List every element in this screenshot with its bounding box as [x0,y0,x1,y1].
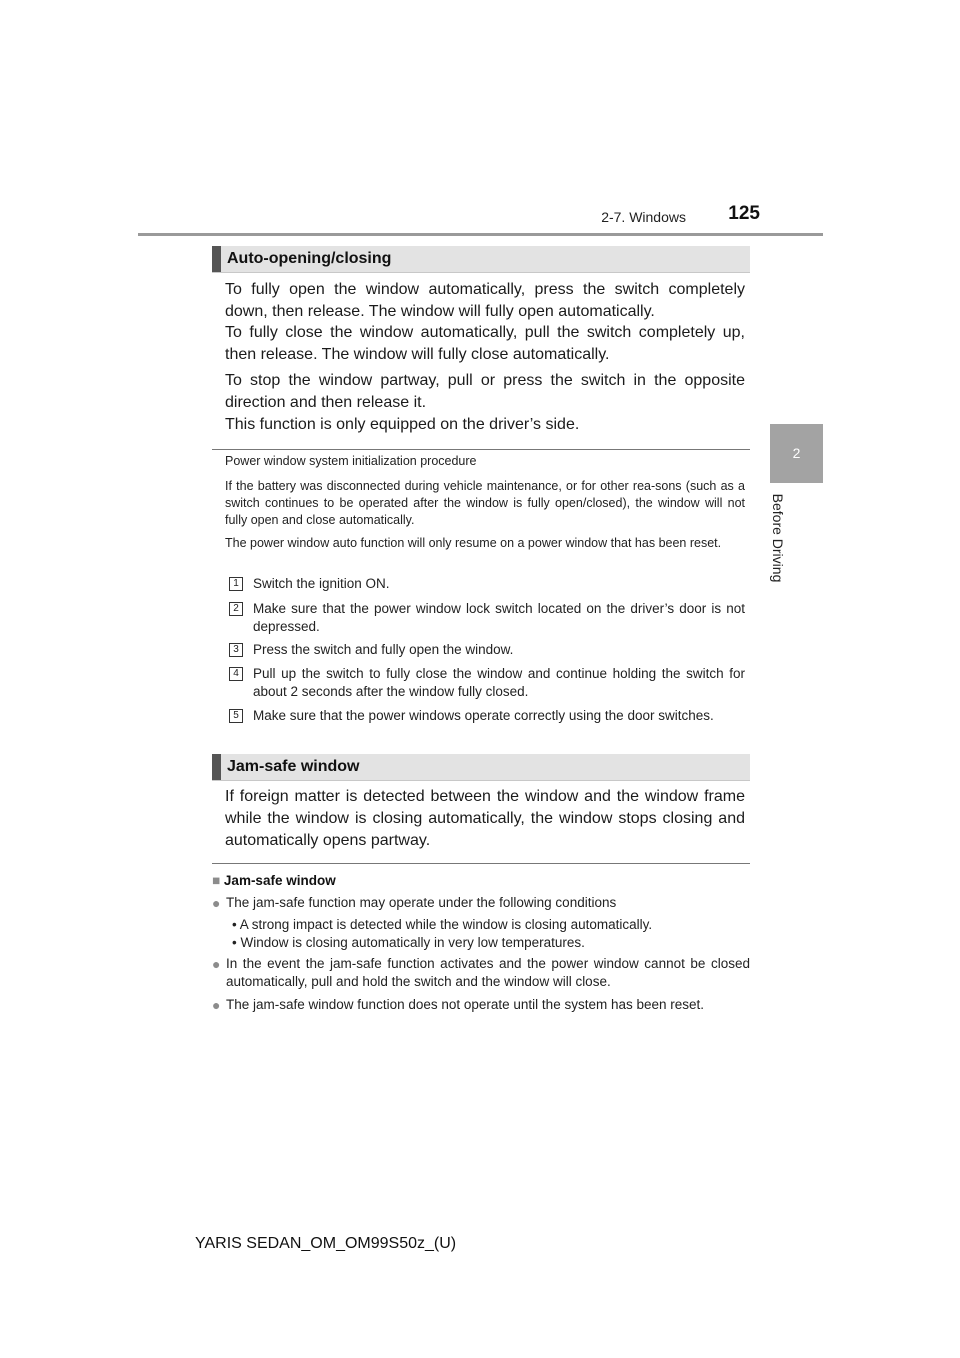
init-paragraph-resume: The power window auto function will only resume on a power window that has been reset. [225,536,722,550]
page-number: 125 [728,203,760,224]
step-text: Make sure that the power windows operate correctly using the door switches. [253,708,714,723]
step-text: Pull up the switch to fully close the window and continue holding the switch for about 2 seconds after the window fully closed. [253,666,745,699]
note-sub-item: • Window is closing automatically in very low temperatures. [232,935,585,950]
section-heading-jam-safe: Jam-safe window [212,754,750,780]
section-heading-underline [212,780,750,781]
note-bullet-text: In the event the jam-safe function activates and the power window cannot be closed automatically, pull and hold the switch and the window will close. [226,956,750,989]
footer-model-code: YARIS SEDAN_OM_OM99S50z_(U) [195,1235,457,1252]
step-text: Switch the ignition ON. [253,576,390,591]
init-procedure-title: Power window system initialization procedure [225,454,477,468]
section-divider [212,863,750,864]
step-text: Press the switch and fully open the window. [253,642,514,657]
paragraph-auto-close: To fully close the window automatically, pull the switch completely up, then release. The window will fully close automatically. [225,324,745,363]
paragraph-auto-open: To fully open the window automatically, press the switch completely down, then release. The window will fully open automatically. [225,281,745,320]
step-number-box: 4 [229,667,243,681]
chapter-label: Before Driving [770,493,786,583]
paragraph-jam-safe: If foreign matter is detected between the window and the window frame while the window is closing automatically, the window stops closing and automatically opens partway. [225,788,745,849]
note-bullet-text: The jam-safe window function does not operate until the system has been reset. [226,997,705,1012]
header-section-title: 2-7. Windows [601,209,686,225]
note-bullet-text: The jam-safe function may operate under the following conditions [226,895,617,910]
step-number-box: 5 [229,709,243,723]
step-text: Make sure that the power window lock switch located on the driver’s door is not depressed. [253,601,745,634]
header-divider [138,233,823,236]
round-bullet-icon: ● [212,895,221,911]
section-divider [212,449,750,450]
notes-title [212,873,336,888]
section-heading-auto: Auto-opening/closing [212,246,750,272]
step-number-box: 3 [229,643,243,657]
chapter-label-container [758,484,798,592]
step-number-box: 2 [229,602,243,616]
chapter-number: 2 [792,445,801,461]
section-heading-underline [212,272,750,273]
round-bullet-icon: ● [212,997,221,1013]
round-bullet-icon: ● [212,956,221,972]
paragraph-stop-partway: To stop the window partway, pull or press the switch in the opposite direction and then release it. [225,372,745,411]
chapter-tab [770,424,823,483]
square-bullet-icon: ■ [212,873,221,888]
notes-title-text: Jam-safe window [223,873,336,888]
paragraph-driver-only: This function is only equipped on the driver’s side. [225,416,580,433]
note-sub-item: • A strong impact is detected while the window is closing automatically. [232,917,653,932]
init-paragraph-battery: If the battery was disconnected during vehicle maintenance, or for other rea-sons (such as a switch continues to be operated after the window is fully open/closed), the window will not fully open and close automatically. [225,479,745,527]
step-number-box: 1 [229,577,243,591]
